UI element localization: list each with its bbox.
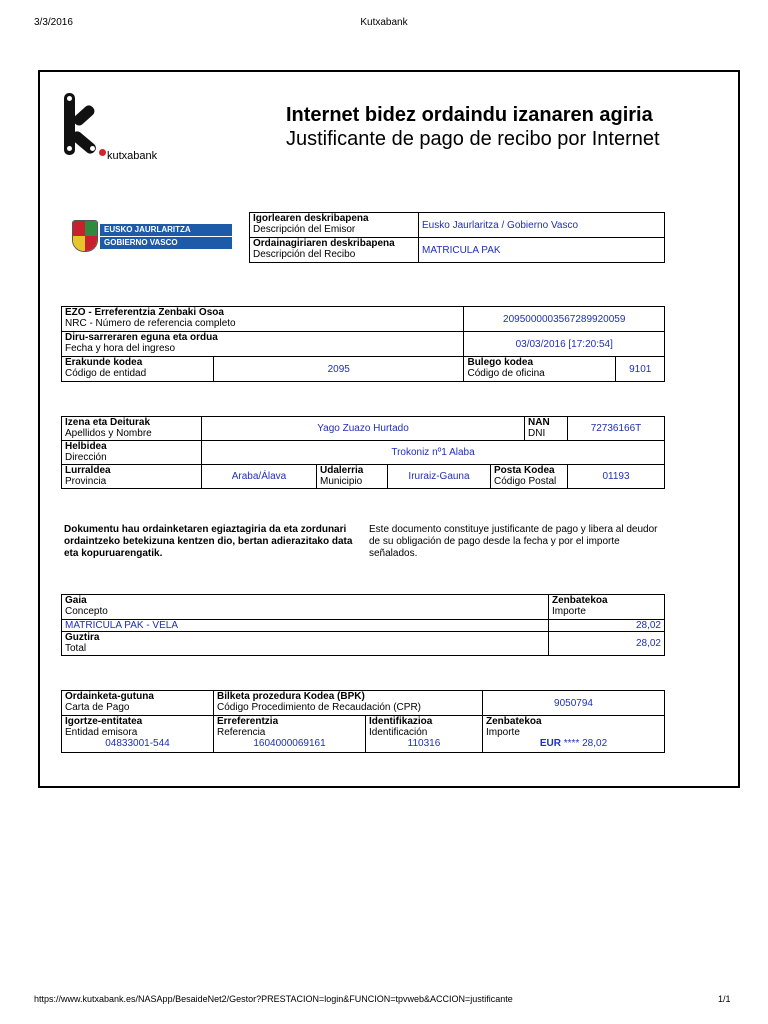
- legal-note-spanish: Este documento constituye justificante de pago y libera al deudor de su obligación de pago desde la fecha y por el importe señalados.: [369, 524, 658, 559]
- issuing-entity-value: 04833001-544: [105, 738, 170, 749]
- nrc-value: 2095000003567289920059: [464, 307, 665, 332]
- concept-header-eu: Gaia: [65, 595, 87, 606]
- cpr-label-es: Código Procedimiento de Recaudación (CPR): [217, 702, 421, 713]
- print-page-number: 1/1: [718, 994, 731, 1004]
- address-value: Trokoniz nº1 Alaba: [202, 441, 665, 465]
- reference-value: 1604000069161: [253, 738, 326, 749]
- office-label-es: Código de oficina: [467, 368, 545, 379]
- province-label-es: Provincia: [65, 476, 107, 487]
- province-value: Araba/Álava: [202, 465, 317, 489]
- logo-text-spanish: GOBIERNO VASCO: [100, 237, 232, 249]
- total-label-es: Total: [65, 643, 87, 654]
- issuer-value: Eusko Jaurlaritza / Gobierno Vasco: [419, 213, 665, 238]
- payment-amount-value: **** 28,02: [563, 738, 608, 749]
- postal-value: 01193: [568, 465, 665, 489]
- office-value: 9101: [616, 357, 665, 382]
- reference-table: [61, 306, 665, 382]
- reference-label-es: Referencia: [217, 727, 266, 738]
- title-basque: Internet bidez ordaindu izanaren agiria: [286, 104, 653, 126]
- cpr-value: 9050794: [483, 691, 665, 716]
- entity-value: 2095: [214, 357, 464, 382]
- municipality-label-eu: Udalerria: [320, 465, 364, 476]
- legal-note-basque: Dokumentu hau ordainketaren egiaztagiria da eta zordunari ordaintzeko betekizuna kentzen dio, bertan adierazitako data eta kopuruarengatik.: [64, 524, 353, 559]
- name-value: Yago Zuazo Hurtado: [202, 417, 525, 441]
- print-date: 3/3/2016: [34, 17, 73, 28]
- payment-letter-table: [61, 690, 665, 753]
- identification-label-eu: Identifikazioa: [369, 716, 433, 727]
- receipt-desc-label-eu: Ordainagiriaren deskribapena: [253, 238, 395, 249]
- concept-item: MATRICULA PAK - VELA: [62, 620, 549, 632]
- date-label-es: Fecha y hora del ingreso: [65, 343, 176, 354]
- concept-item-amount: 28,02: [549, 620, 665, 632]
- receipt-desc-label-es: Descripción del Recibo: [253, 249, 356, 260]
- name-label-eu: Izena eta Deiturak: [65, 417, 151, 428]
- dni-label-eu: NAN: [528, 417, 550, 428]
- identification-label-es: Identificación: [369, 727, 428, 738]
- issuing-entity-label-es: Entidad emisora: [65, 727, 138, 738]
- brand-name: kutxabank: [107, 150, 158, 162]
- print-title: Kutxabank: [360, 17, 408, 28]
- payment-amount-label-es: Importe: [486, 727, 520, 738]
- cpr-label-eu: Bilketa prozedura Kodea (BPK): [217, 691, 365, 702]
- dni-label-es: DNI: [528, 428, 546, 439]
- issuer-label-eu: Igorlearen deskribapena: [253, 213, 369, 224]
- concept-header-es: Concepto: [65, 606, 108, 617]
- name-label-es: Apellidos y Nombre: [65, 428, 152, 439]
- date-value: 03/03/2016 [17:20:54]: [464, 332, 665, 357]
- address-label-eu: Helbidea: [65, 441, 107, 452]
- dni-value: 72736166T: [568, 417, 665, 441]
- payment-amount-label-eu: Zenbatekoa: [486, 716, 542, 727]
- office-label-eu: Bulego kodea: [467, 357, 534, 368]
- reference-label-eu: Erreferentzia: [217, 716, 279, 727]
- nrc-label-eu: EZO - Erreferentzia Zenbaki Osoa: [65, 307, 224, 318]
- title-spanish: Justificante de pago de recibo por Internet: [286, 128, 660, 150]
- amount-header-eu: Zenbatekoa: [552, 595, 608, 606]
- entity-label-es: Código de entidad: [65, 368, 147, 379]
- municipality-label-es: Municipio: [320, 476, 363, 487]
- concepts-table: [61, 594, 665, 656]
- identification-value: 110316: [407, 738, 441, 749]
- postal-label-es: Código Postal: [494, 476, 557, 487]
- entity-label-eu: Erakunde kodea: [65, 357, 143, 368]
- total-amount: 28,02: [549, 632, 665, 656]
- province-label-eu: Lurraldea: [65, 465, 111, 476]
- logo-text-basque: EUSKO JAURLARITZA: [100, 224, 232, 236]
- issuer-label-es: Descripción del Emisor: [253, 224, 356, 235]
- issuing-entity-label-eu: Igortze-entitatea: [65, 716, 143, 727]
- nrc-label-es: NRC - Número de referencia completo: [65, 318, 236, 329]
- postal-label-eu: Posta Kodea: [494, 465, 555, 476]
- address-label-es: Dirección: [65, 452, 107, 463]
- print-url: https://www.kutxabank.es/NASApp/BesaideNet2/Gestor?PRESTACION=login&FUNCION=tpvweb&ACCION=justificante: [34, 994, 513, 1004]
- payer-table: [61, 416, 665, 489]
- date-label-eu: Diru-sarreraren eguna eta ordua: [65, 332, 218, 343]
- carta-label-es: Carta de Pago: [65, 702, 130, 713]
- carta-label-eu: Ordainketa-gutuna: [65, 691, 154, 702]
- gobierno-vasco-logo: [72, 218, 232, 258]
- municipality-value: Iruraiz-Gauna: [388, 465, 491, 489]
- payment-currency: EUR: [539, 738, 561, 749]
- amount-header-es: Importe: [552, 606, 586, 617]
- issuer-table: [249, 212, 665, 263]
- total-label-eu: Guztira: [65, 632, 100, 643]
- receipt-desc-value: MATRICULA PAK: [419, 238, 665, 263]
